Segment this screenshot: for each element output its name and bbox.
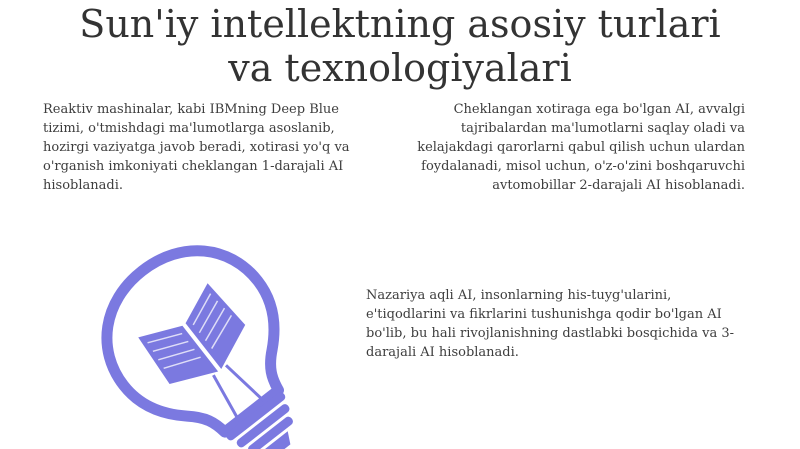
slide-title — [0, 2, 800, 90]
lightbulb-book-icon — [80, 245, 320, 449]
limited-memory-paragraph: Cheklangan xotiraga ega bo'lgan AI, avvalgi tajribalardan ma'lumotlarni saqlay oladi va kelajakdagi qarorlarni qabul qilish uchun ulardan foydalanadi, misol uchun, o'z-o'zini boshqaruvchi avtomobillar 2-darajali AI hisoblanadi. — [417, 102, 745, 193]
title-line-1: Sun'iy intellektning asosiy turlari — [79, 2, 721, 46]
title-line-2: va texnologiyalari — [228, 46, 572, 90]
theory-of-mind-paragraph: Nazariya aqli AI, insonlarning his-tuyg'ularini, e'tiqodlarini va fikrlarini tushunishga qodir bo'lgan AI bo'lib, bu hali rivojlanishning dastlabki bosqichida va 3-darajali AI hisoblanadi. — [366, 288, 735, 360]
reactive-machines-paragraph: Reaktiv mashinalar, kabi IBMning Deep Blue tizimi, o'tmishdagi ma'lumotlarga asoslanib, hozirgi vaziyatga javob beradi, xotirasi yo'q va o'rganish imkoniyati cheklangan 1-darajali AI hisoblanadi. — [43, 102, 350, 193]
